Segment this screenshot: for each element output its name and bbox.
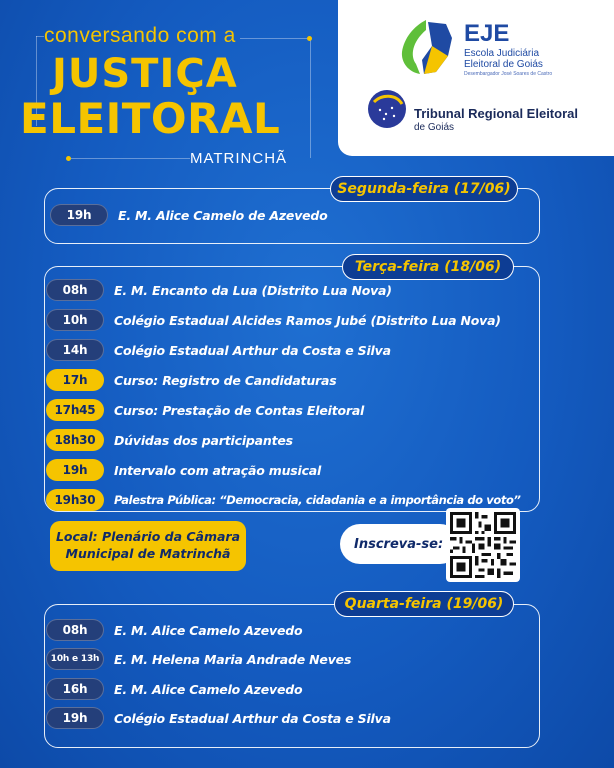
time-badge: 17h <box>46 369 104 391</box>
event-description: Colégio Estadual Alcides Ramos Jubé (Distrito Lua Nova) <box>114 312 501 328</box>
event-description: Dúvidas dos participantes <box>114 432 293 448</box>
time-badge: 16h <box>46 678 104 700</box>
venue-box <box>50 521 246 571</box>
decorative-line <box>240 38 310 39</box>
logo-card <box>338 0 614 156</box>
day-label-tuesday: Terça-feira (18/06) <box>342 254 514 280</box>
eje-logo-icon <box>396 16 458 78</box>
decorative-line <box>36 36 44 37</box>
event-description: E. M. Alice Camelo Azevedo <box>114 681 303 697</box>
event-subtitle: conversando com a <box>44 24 236 47</box>
schedule-row <box>46 706 391 730</box>
qr-code-icon[interactable] <box>446 508 520 582</box>
event-description: Intervalo com atração musical <box>114 462 322 478</box>
tre-logo-subtitle: de Goiás <box>414 122 455 133</box>
event-description: E. M. Alice Camelo Azevedo <box>114 622 303 638</box>
schedule-row <box>46 428 293 452</box>
schedule-row <box>46 278 392 302</box>
event-title-line2: ELEITORAL <box>20 94 281 143</box>
day-label-wednesday: Quarta-feira (19/06) <box>334 591 514 617</box>
time-badge: 08h <box>46 279 104 301</box>
eje-logo-text: Desembargador José Soares de Castro <box>464 71 553 77</box>
time-badge: 19h30 <box>46 489 104 511</box>
event-description: E. M. Alice Camelo de Azevedo <box>118 207 328 223</box>
schedule-row <box>46 618 302 642</box>
time-badge: 08h <box>46 619 104 641</box>
schedule-row <box>46 647 351 671</box>
schedule-row <box>46 398 364 422</box>
venue-line2: Municipal de Matrinchã <box>65 546 231 561</box>
event-description: E. M. Encanto da Lua (Distrito Lua Nova) <box>114 282 392 298</box>
event-description: Curso: Registro de Candidaturas <box>114 372 337 388</box>
tre-emblem-icon <box>366 88 408 130</box>
event-description: E. M. Helena Maria Andrade Neves <box>114 651 352 667</box>
eje-logo-text: Eleitoral de Goiás <box>464 59 543 70</box>
schedule-row <box>46 458 321 482</box>
schedule-row <box>46 677 302 701</box>
time-badge: 19h <box>50 204 108 226</box>
event-description: Colégio Estadual Arthur da Costa e Silva <box>114 342 391 358</box>
time-badge: 19h <box>46 707 104 729</box>
schedule-row <box>46 338 391 362</box>
time-badge: 14h <box>46 339 104 361</box>
time-badge: 10h e 13h <box>46 648 104 670</box>
schedule-row <box>50 203 328 227</box>
city-name: MATRINCHÃ <box>190 150 288 167</box>
event-description: Curso: Prestação de Contas Eleitoral <box>114 402 365 418</box>
day-label-monday: Segunda-feira (17/06) <box>330 176 518 202</box>
decorative-line <box>310 38 311 158</box>
time-badge: 19h <box>46 459 104 481</box>
time-badge: 10h <box>46 309 104 331</box>
decorative-dot <box>307 36 312 41</box>
event-description: Palestra Pública: “Democracia, cidadania e a importância do voto” <box>114 493 521 507</box>
venue-line1: Local: Plenário da Câmara <box>55 529 241 545</box>
subscribe-label: Inscreva-se: <box>340 524 460 564</box>
eje-logo-title: EJE <box>464 20 510 47</box>
time-badge: 17h45 <box>46 399 104 421</box>
time-badge: 18h30 <box>46 429 104 451</box>
eje-logo-text: Escola Judiciária <box>464 48 540 59</box>
schedule-row <box>46 368 336 392</box>
schedule-row <box>46 308 501 332</box>
decorative-dot <box>66 156 71 161</box>
decorative-line <box>70 158 190 159</box>
event-description: Colégio Estadual Arthur da Costa e Silva <box>114 710 391 726</box>
tre-logo-title: Tribunal Regional Eleitoral <box>414 106 578 121</box>
event-title-line1: JUSTIÇA <box>52 51 238 97</box>
